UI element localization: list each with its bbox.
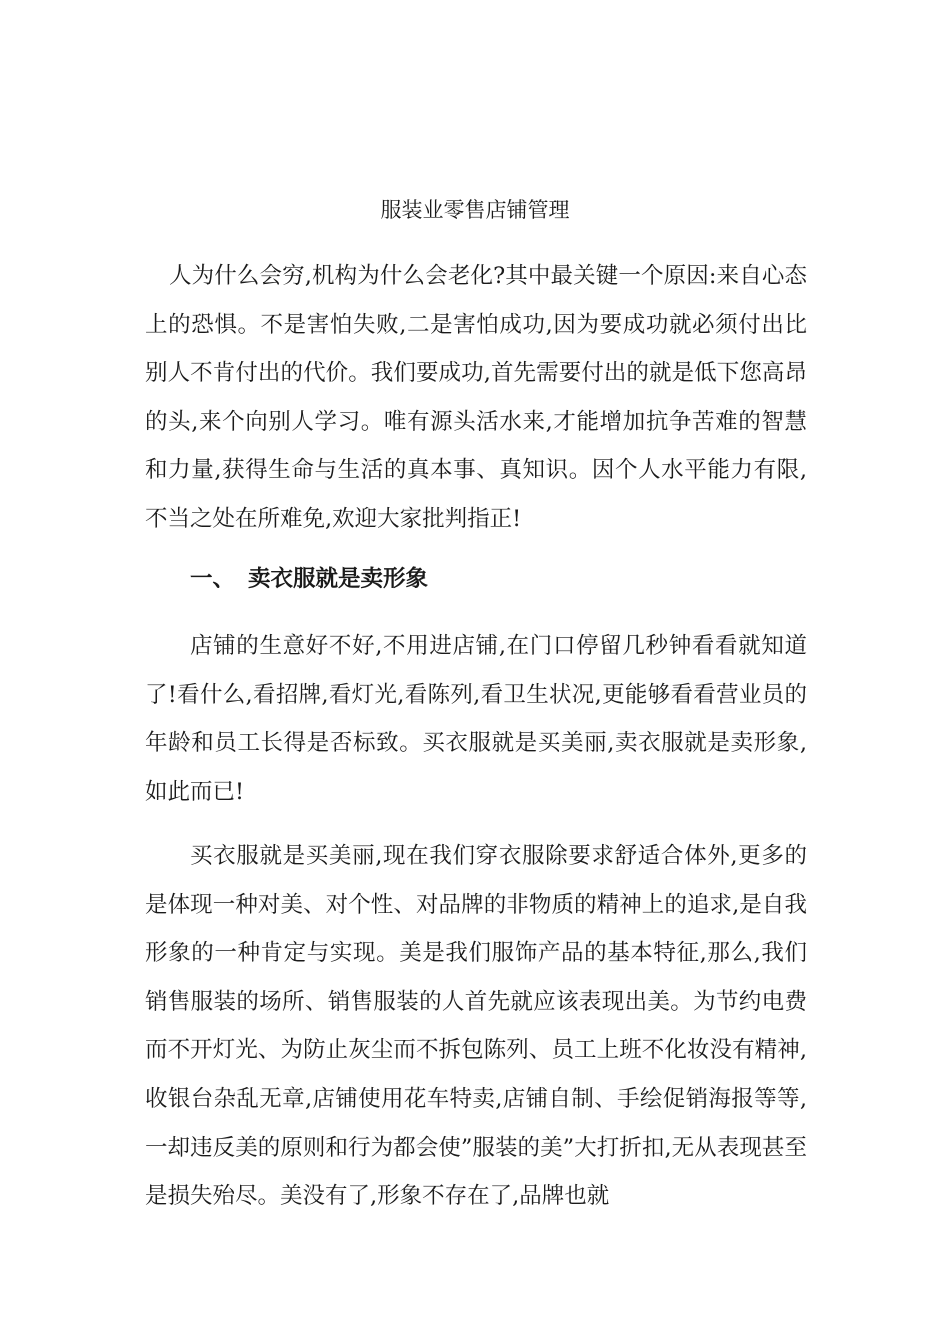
section-paragraph-1: 店铺的生意好不好,不用进店铺,在门口停留几秒钟看看就知道了!看什么,看招牌,看灯光,看陈列,看卫生状况,更能够看看营业员的年龄和员工长得是否标致。买衣服就是买美丽,卖衣服就是卖形象,如此而已! xyxy=(145,633,807,805)
section-title: 卖衣服就是卖形象 xyxy=(248,566,429,592)
intro-paragraph: 人为什么会穷,机构为什么会老化?其中最关键一个原因:来自心态上的恐惧。不是害怕失败,二是害怕成功,因为要成功就必须付出比别人不肯付出的代价。我们要成功,首先需要付出的就是低下您高昂的头,来个向别人学习。唯有源头活水来,才能增加抗争苦难的智慧和力量,获得生命与生活的真本事、真知识。因个人水平能力有限,不当之处在所难免,欢迎大家批判指正! xyxy=(145,263,807,532)
document-title: 服装业零售店铺管理 xyxy=(380,198,570,222)
section-heading xyxy=(190,562,428,596)
section-paragraph-2: 买衣服就是买美丽,现在我们穿衣服除要求舒适合体外,更多的是体现一种对美、对个性、对品牌的非物质的精神上的追求,是自我形象的一种肯定与实现。美是我们服饰产品的基本特征,那么,我们销售服装的场所、销售服装的人首先就应该表现出美。为节约电费而不开灯光、为防止灰尘而不拆包陈列、员工上班不化妆没有精神,收银台杂乱无章,店铺使用花车特卖,店铺自制、手绘促销海报等等,一却违反美的原则和行为都会使”服装的美”大打折扣,无从表现甚至是损失殆尽。美没有了,形象不存在了,品牌也就 xyxy=(145,843,807,1210)
section-number: 一、 xyxy=(190,566,236,592)
